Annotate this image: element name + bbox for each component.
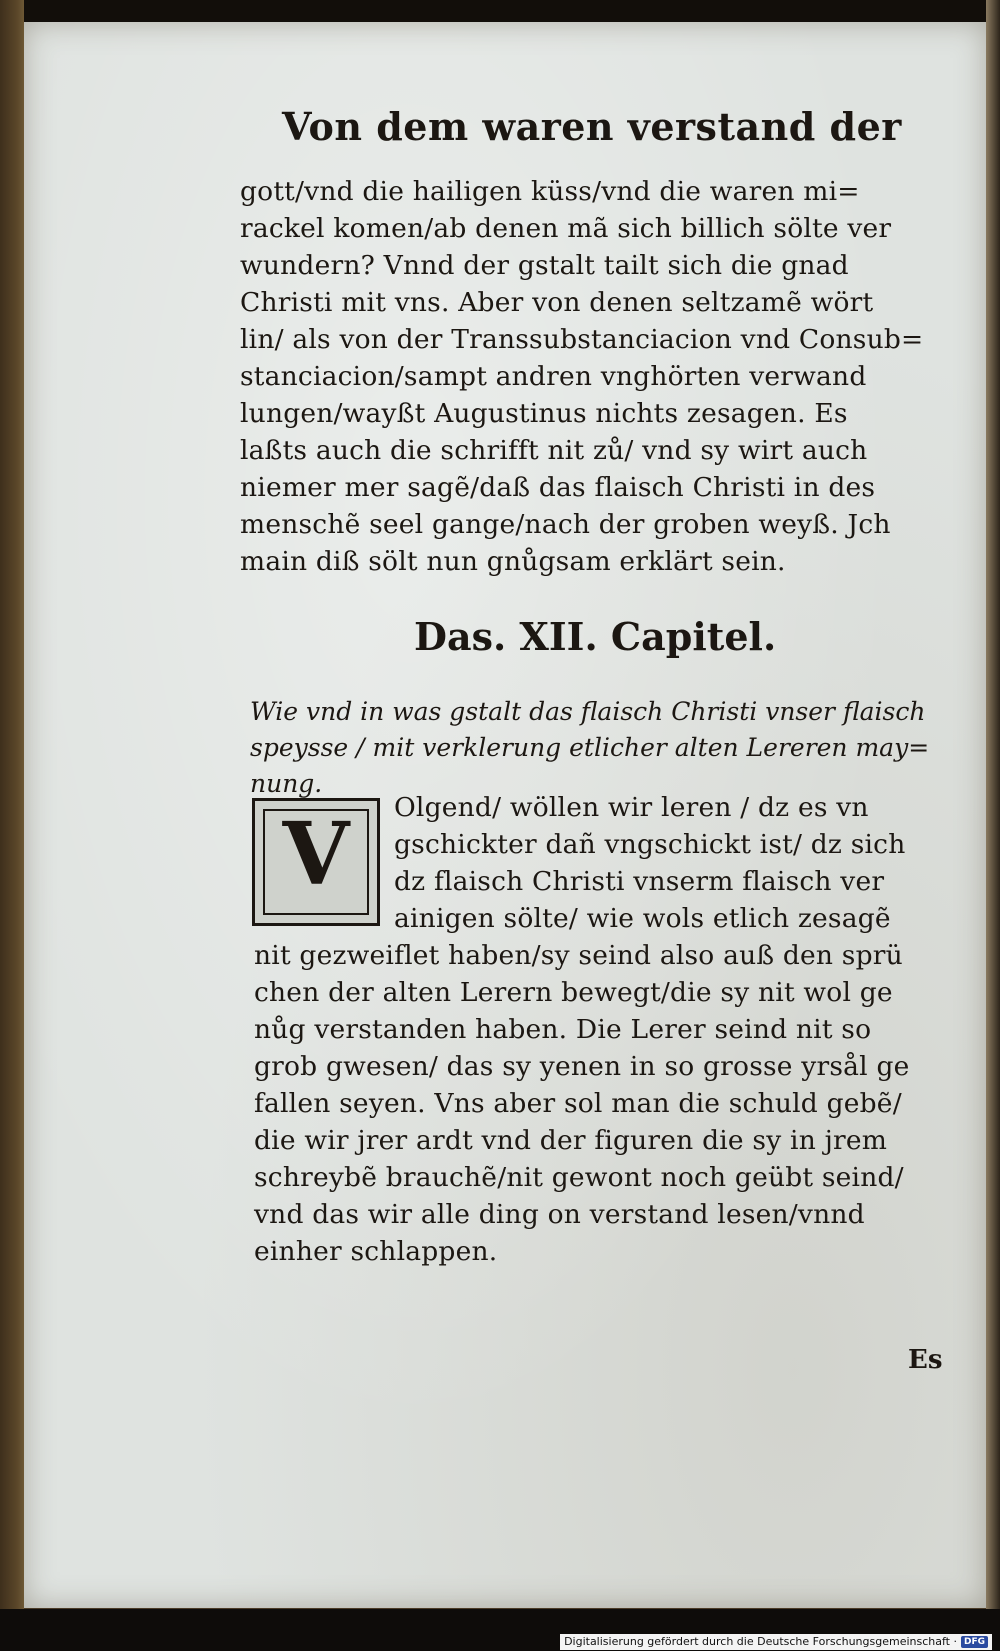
chapter-heading: Das. XII. Capitel. xyxy=(414,614,777,659)
text-line: lungen/wayßt Augustinus nichts zesagen. Es xyxy=(240,398,848,429)
text-line: dz flaisch Christi vnserm flaisch ver xyxy=(394,866,885,897)
page-right-edge xyxy=(986,0,1000,1651)
text-line: vnd das wir alle ding on verstand lesen/vnnd xyxy=(254,1199,865,1230)
text-line: gschickter dañ vngschickt ist/ dz sich xyxy=(394,829,906,860)
digitization-credit xyxy=(560,1634,992,1650)
text-line: fallen seyen. Vns aber sol man die schuld gebẽ/ xyxy=(254,1088,902,1119)
initial-letter: V xyxy=(282,804,350,905)
text-line: einher schlappen. xyxy=(254,1236,498,1267)
text-line: die wir jrer ardt vnd der figuren die sy in jrem xyxy=(254,1125,888,1156)
text-line: nit gezweiflet haben/sy seind also auß den sprü xyxy=(254,940,903,971)
text-line: grob gwesen/ das sy yenen in so grosse yrsål ge xyxy=(254,1051,910,1082)
text-line: menschẽ seel gange/nach der groben weyß. Jch xyxy=(240,509,891,540)
book-spine-edge xyxy=(0,0,24,1651)
book-page xyxy=(24,22,986,1608)
summary-line: speysse / mit verklerung etlicher alten Lereren may= xyxy=(250,733,930,762)
text-line: rackel komen/ab denen mã sich billich sölte ver xyxy=(240,213,892,244)
dfg-logo: DFG xyxy=(961,1636,988,1648)
catchword: Es xyxy=(908,1345,943,1375)
text-line: wundern? Vnnd der gstalt tailt sich die gnad xyxy=(240,250,849,281)
text-line: niemer mer sagẽ/daß das flaisch Christi in des xyxy=(240,472,876,503)
text-line: main diß sölt nun gnůgsam erklärt sein. xyxy=(240,546,786,577)
decorated-initial xyxy=(252,798,380,926)
text-line: schreybẽ brauchẽ/nit gewont noch geübt seind/ xyxy=(254,1162,904,1193)
text-line: gott/vnd die hailigen küss/vnd die waren mi= xyxy=(240,176,860,207)
text-line: Christi mit vns. Aber von denen seltzamẽ wört xyxy=(240,287,874,318)
text-line: laßts auch die schrifft nit zů/ vnd sy wirt auch xyxy=(240,435,868,466)
text-line: chen der alten Lerern bewegt/die sy nit wol ge xyxy=(254,977,893,1008)
summary-line: Wie vnd in was gstalt das flaisch Christi vnser flaisch xyxy=(250,697,926,726)
text-line: Olgend/ wöllen wir leren / dz es vn xyxy=(394,792,869,823)
running-head: Von dem waren verstand der xyxy=(282,104,902,149)
summary-line: nung. xyxy=(250,769,323,798)
text-line: lin/ als von der Transsubstanciacion vnd Consub= xyxy=(240,324,924,355)
text-line: stanciacion/sampt andren vnghörten verwand xyxy=(240,361,867,392)
scan-bottom-band xyxy=(0,1609,1000,1651)
text-line: ainigen sölte/ wie wols etlich zesagẽ xyxy=(394,903,891,934)
credit-text: Digitalisierung gefördert durch die Deutsche Forschungsgemeinschaft · xyxy=(564,1635,957,1648)
text-line: nůg verstanden haben. Die Lerer seind nit so xyxy=(254,1014,872,1045)
